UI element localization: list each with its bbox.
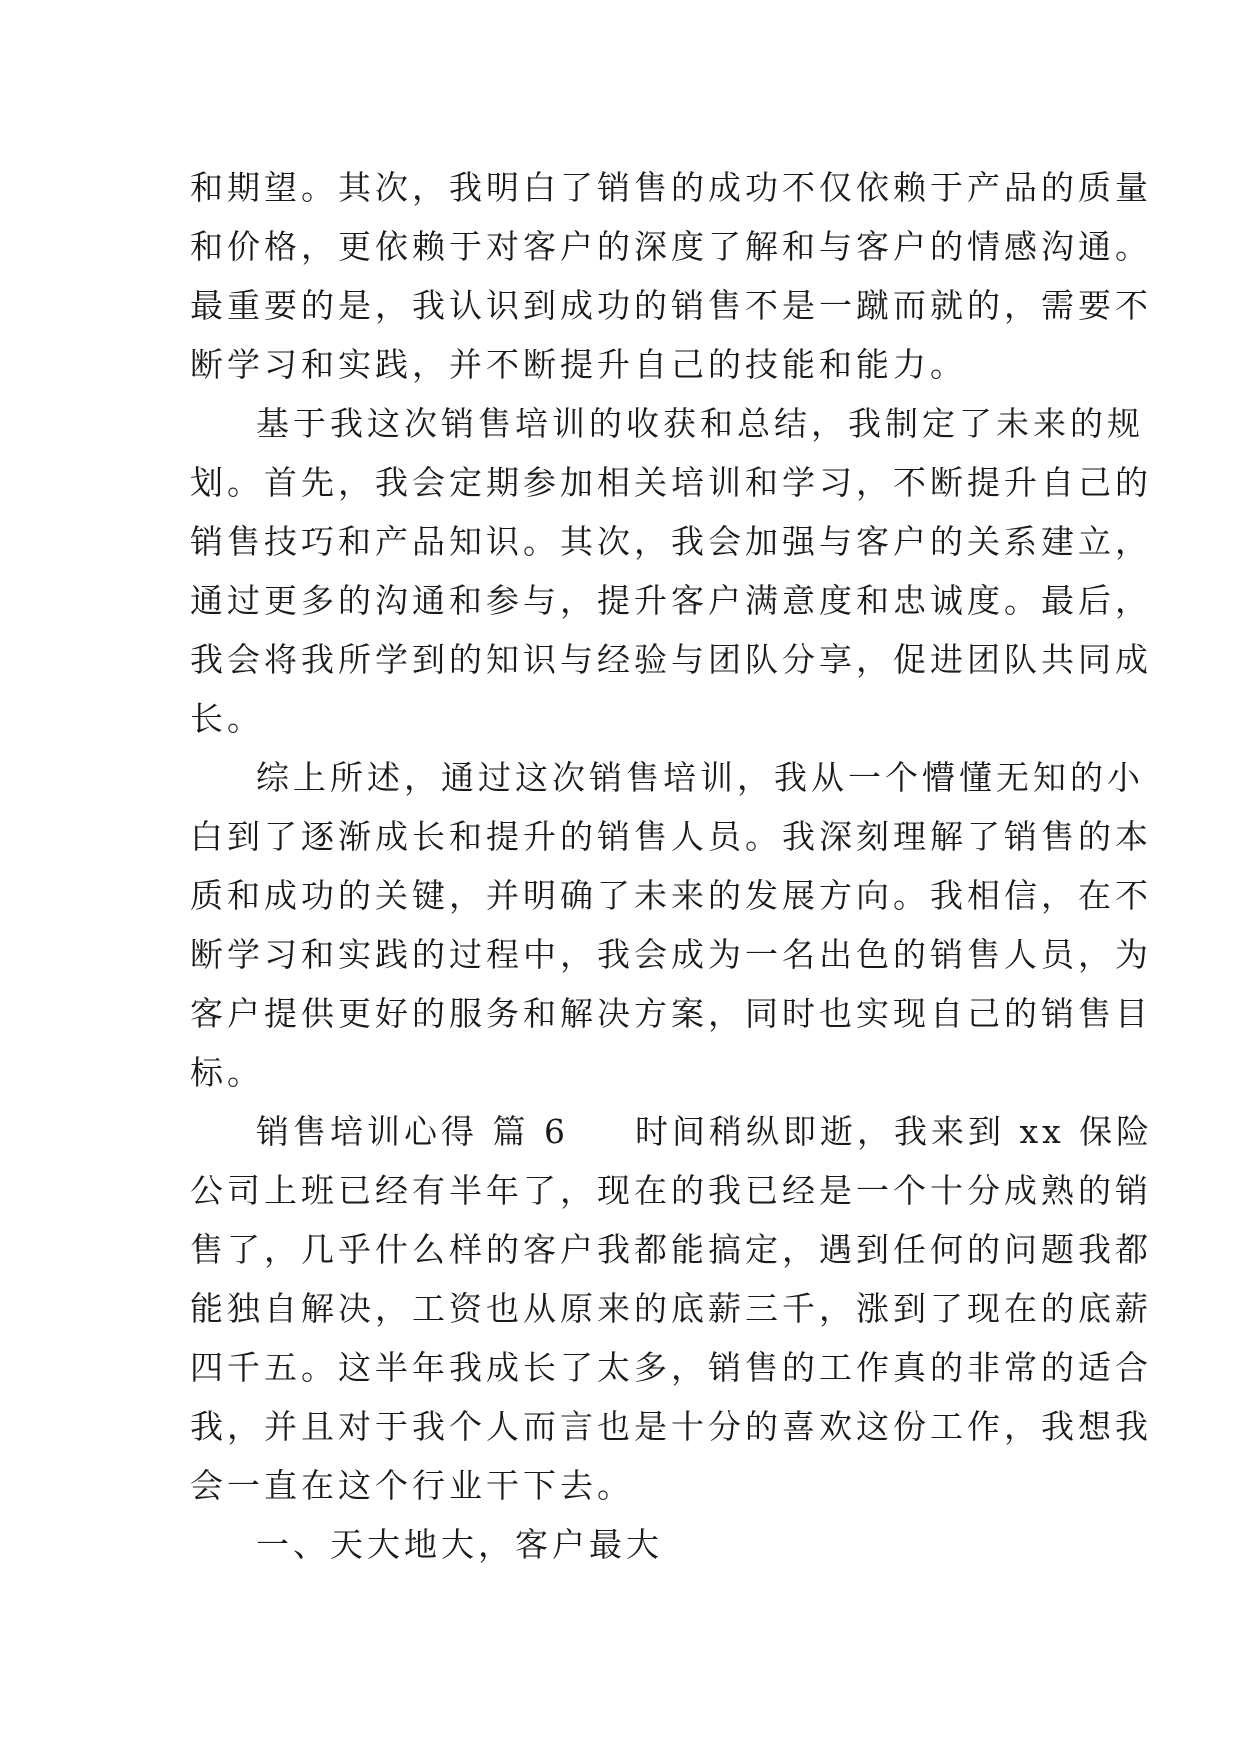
text-line: 白到了逐渐成长和提升的销售人员。我深刻理解了销售的本 [190, 817, 1152, 856]
section-heading: 销售培训心得 篇 6 [256, 1112, 569, 1151]
section-heading-line [190, 1102, 1154, 1161]
text-line: 和价格，更依赖于对客户的深度了解和与客户的情感沟通。 [190, 227, 1152, 266]
text-line: 和期望。其次，我明白了销售的成功不仅依赖于产品的质量 [190, 168, 1152, 207]
text-line: 我会将我所学到的知识与经验与团队分享，促进团队共同成 [190, 640, 1152, 679]
subheading-line: 一、天大地大，客户最大 [256, 1525, 663, 1564]
text-line: 最重要的是，我认识到成功的销售不是一蹴而就的，需要不 [190, 286, 1152, 325]
text-line: 断学习和实践，并不断提升自己的技能和能力。 [190, 345, 967, 384]
text-line: 销售技巧和产品知识。其次，我会加强与客户的关系建立， [190, 522, 1152, 561]
text-line: 断学习和实践的过程中，我会成为一名出色的销售人员，为 [190, 935, 1152, 974]
paragraph-first-line: 基于我这次销售培训的收获和总结，我制定了未来的规 [256, 404, 1144, 443]
text-line: 我，并且对于我个人而言也是十分的喜欢这份工作，我想我 [190, 1407, 1152, 1446]
paragraph-first-line: 综上所述，通过这次销售培训，我从一个懵懂无知的小 [256, 758, 1144, 797]
text-line: 能独自解决，工资也从原来的底薪三千，涨到了现在的底薪 [190, 1289, 1152, 1328]
text-line: 长。 [190, 699, 264, 738]
text-line: 会一直在这个行业干下去。 [190, 1466, 634, 1505]
text-line: 质和成功的关键，并明确了未来的发展方向。我相信，在不 [190, 876, 1152, 915]
text-line: 四千五。这半年我成长了太多，销售的工作真的非常的适合 [190, 1348, 1152, 1387]
text-line: 公司上班已经有半年了，现在的我已经是一个十分成熟的销 [190, 1171, 1152, 1210]
section-first-text: 时间稍纵即逝，我来到 xx 保险 [634, 1112, 1154, 1151]
document-body [190, 158, 1154, 1574]
text-line: 售了，几乎什么样的客户我都能搞定，遇到任何的问题我都 [190, 1230, 1152, 1269]
text-line: 标。 [190, 1053, 264, 1092]
text-line: 客户提供更好的服务和解决方案，同时也实现自己的销售目 [190, 994, 1152, 1033]
text-line: 划。首先，我会定期参加相关培训和学习，不断提升自己的 [190, 463, 1152, 502]
text-line: 通过更多的沟通和参与，提升客户满意度和忠诚度。最后， [190, 581, 1152, 620]
